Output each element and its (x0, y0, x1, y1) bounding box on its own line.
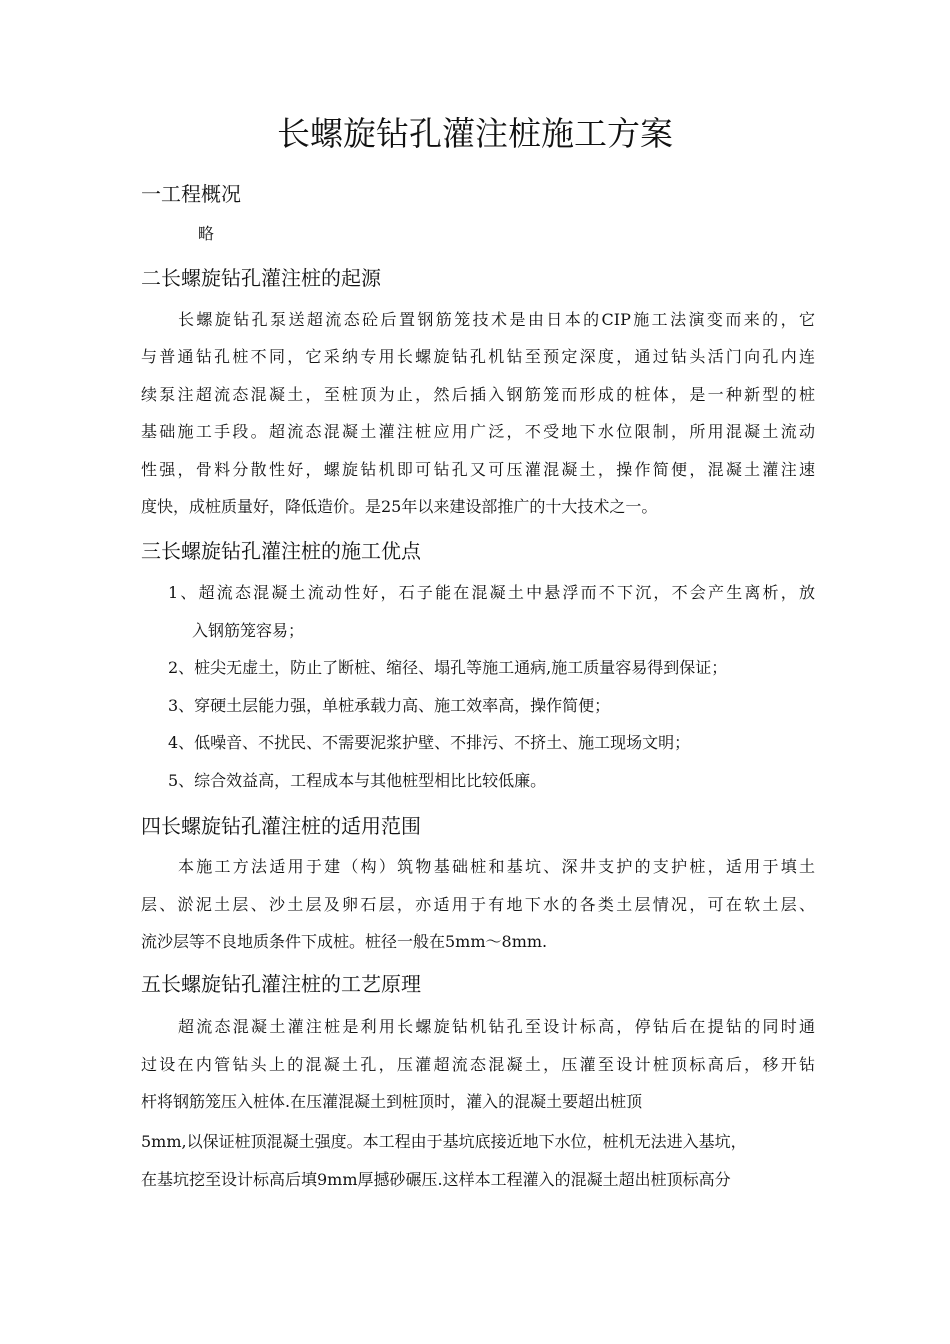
origin-line: 长螺旋钻孔泵送超流态砼后置钢筋笼技术是由日本的CIP施工法演变而来的，它 (178, 310, 815, 329)
section-heading-origin: 二长螺旋钻孔灌注桩的起源 (141, 266, 381, 290)
scope-line: 层、淤泥土层、沙土层及卵石层，亦适用于有地下水的各类土层情况，可在软土层、 (141, 895, 815, 914)
origin-line: 续泵注超流态混凝土，至桩顶为止，然后插入钢筋笼而形成的桩体，是一种新型的桩 (141, 385, 815, 404)
scope-line: 本施工方法适用于建（构）筑物基础桩和基坑、深井支护的支护桩，适用于填土 (178, 857, 815, 876)
principle-line: 在基坑挖至设计标高后填9mm厚撼砂碾压.这样本工程灌入的混凝土超出桩顶标高分 (141, 1170, 731, 1189)
advantage-item: 4、低噪音、不扰民、不需要泥浆护壁、不排污、不挤土、施工现场文明； (168, 733, 691, 752)
document-title: 长螺旋钻孔灌注桩施工方案 (277, 114, 673, 153)
advantage-item: 2、桩尖无虚土，防止了断桩、缩径、塌孔等施工通病,施工质量容易得到保证； (168, 658, 728, 677)
principle-line: 杆将钢筋笼压入桩体.在压灌混凝土到桩顶时，灌入的混凝土要超出桩顶 (141, 1092, 643, 1111)
section-heading-principle: 五长螺旋钻孔灌注桩的工艺原理 (141, 972, 421, 996)
section-heading-advantages: 三长螺旋钻孔灌注桩的施工优点 (141, 539, 421, 563)
advantage-item: 5、综合效益高，工程成本与其他桩型相比比较低廉。 (168, 771, 547, 790)
origin-line: 与普通钻孔桩不同，它采纳专用长螺旋钻孔机钻至预定深度，通过钻头活门向孔内连 (141, 347, 815, 366)
principle-line: 5mm,以保证桩顶混凝土强度。本工程由于基坑底接近地下水位，桩机无法进入基坑， (141, 1132, 747, 1151)
overview-text: 略 (198, 224, 215, 243)
principle-line: 过设在内管钻头上的混凝土孔，压灌超流态混凝土，压灌至设计桩顶标高后，移开钻 (141, 1055, 815, 1074)
origin-line: 度快，成桩质量好，降低造价。是25年以来建设部推广的十大技术之一。 (141, 497, 658, 516)
advantage-item-continued: 入钢筋笼容易； (192, 621, 305, 640)
section-heading-overview: 一工程概况 (141, 182, 241, 206)
advantage-item: 3、穿硬土层能力强，单桩承载力高、施工效率高，操作简便； (168, 696, 611, 715)
origin-line: 性强，骨料分散性好，螺旋钻机即可钻孔又可压灌混凝土，操作简便，混凝土灌注速 (141, 460, 815, 479)
principle-line: 超流态混凝土灌注桩是利用长螺旋钻机钻孔至设计标高，停钻后在提钻的同时通 (178, 1017, 815, 1036)
origin-line: 基础施工手段。超流态混凝土灌注桩应用广泛，不受地下水位限制，所用混凝土流动 (141, 422, 815, 441)
scope-line: 流沙层等不良地质条件下成桩。桩径一般在5mm～8mm. (141, 932, 548, 951)
section-heading-scope: 四长螺旋钻孔灌注桩的适用范围 (141, 814, 421, 838)
advantage-item: 1、超流态混凝土流动性好，石子能在混凝土中悬浮而不下沉，不会产生离析，放 (168, 583, 815, 602)
